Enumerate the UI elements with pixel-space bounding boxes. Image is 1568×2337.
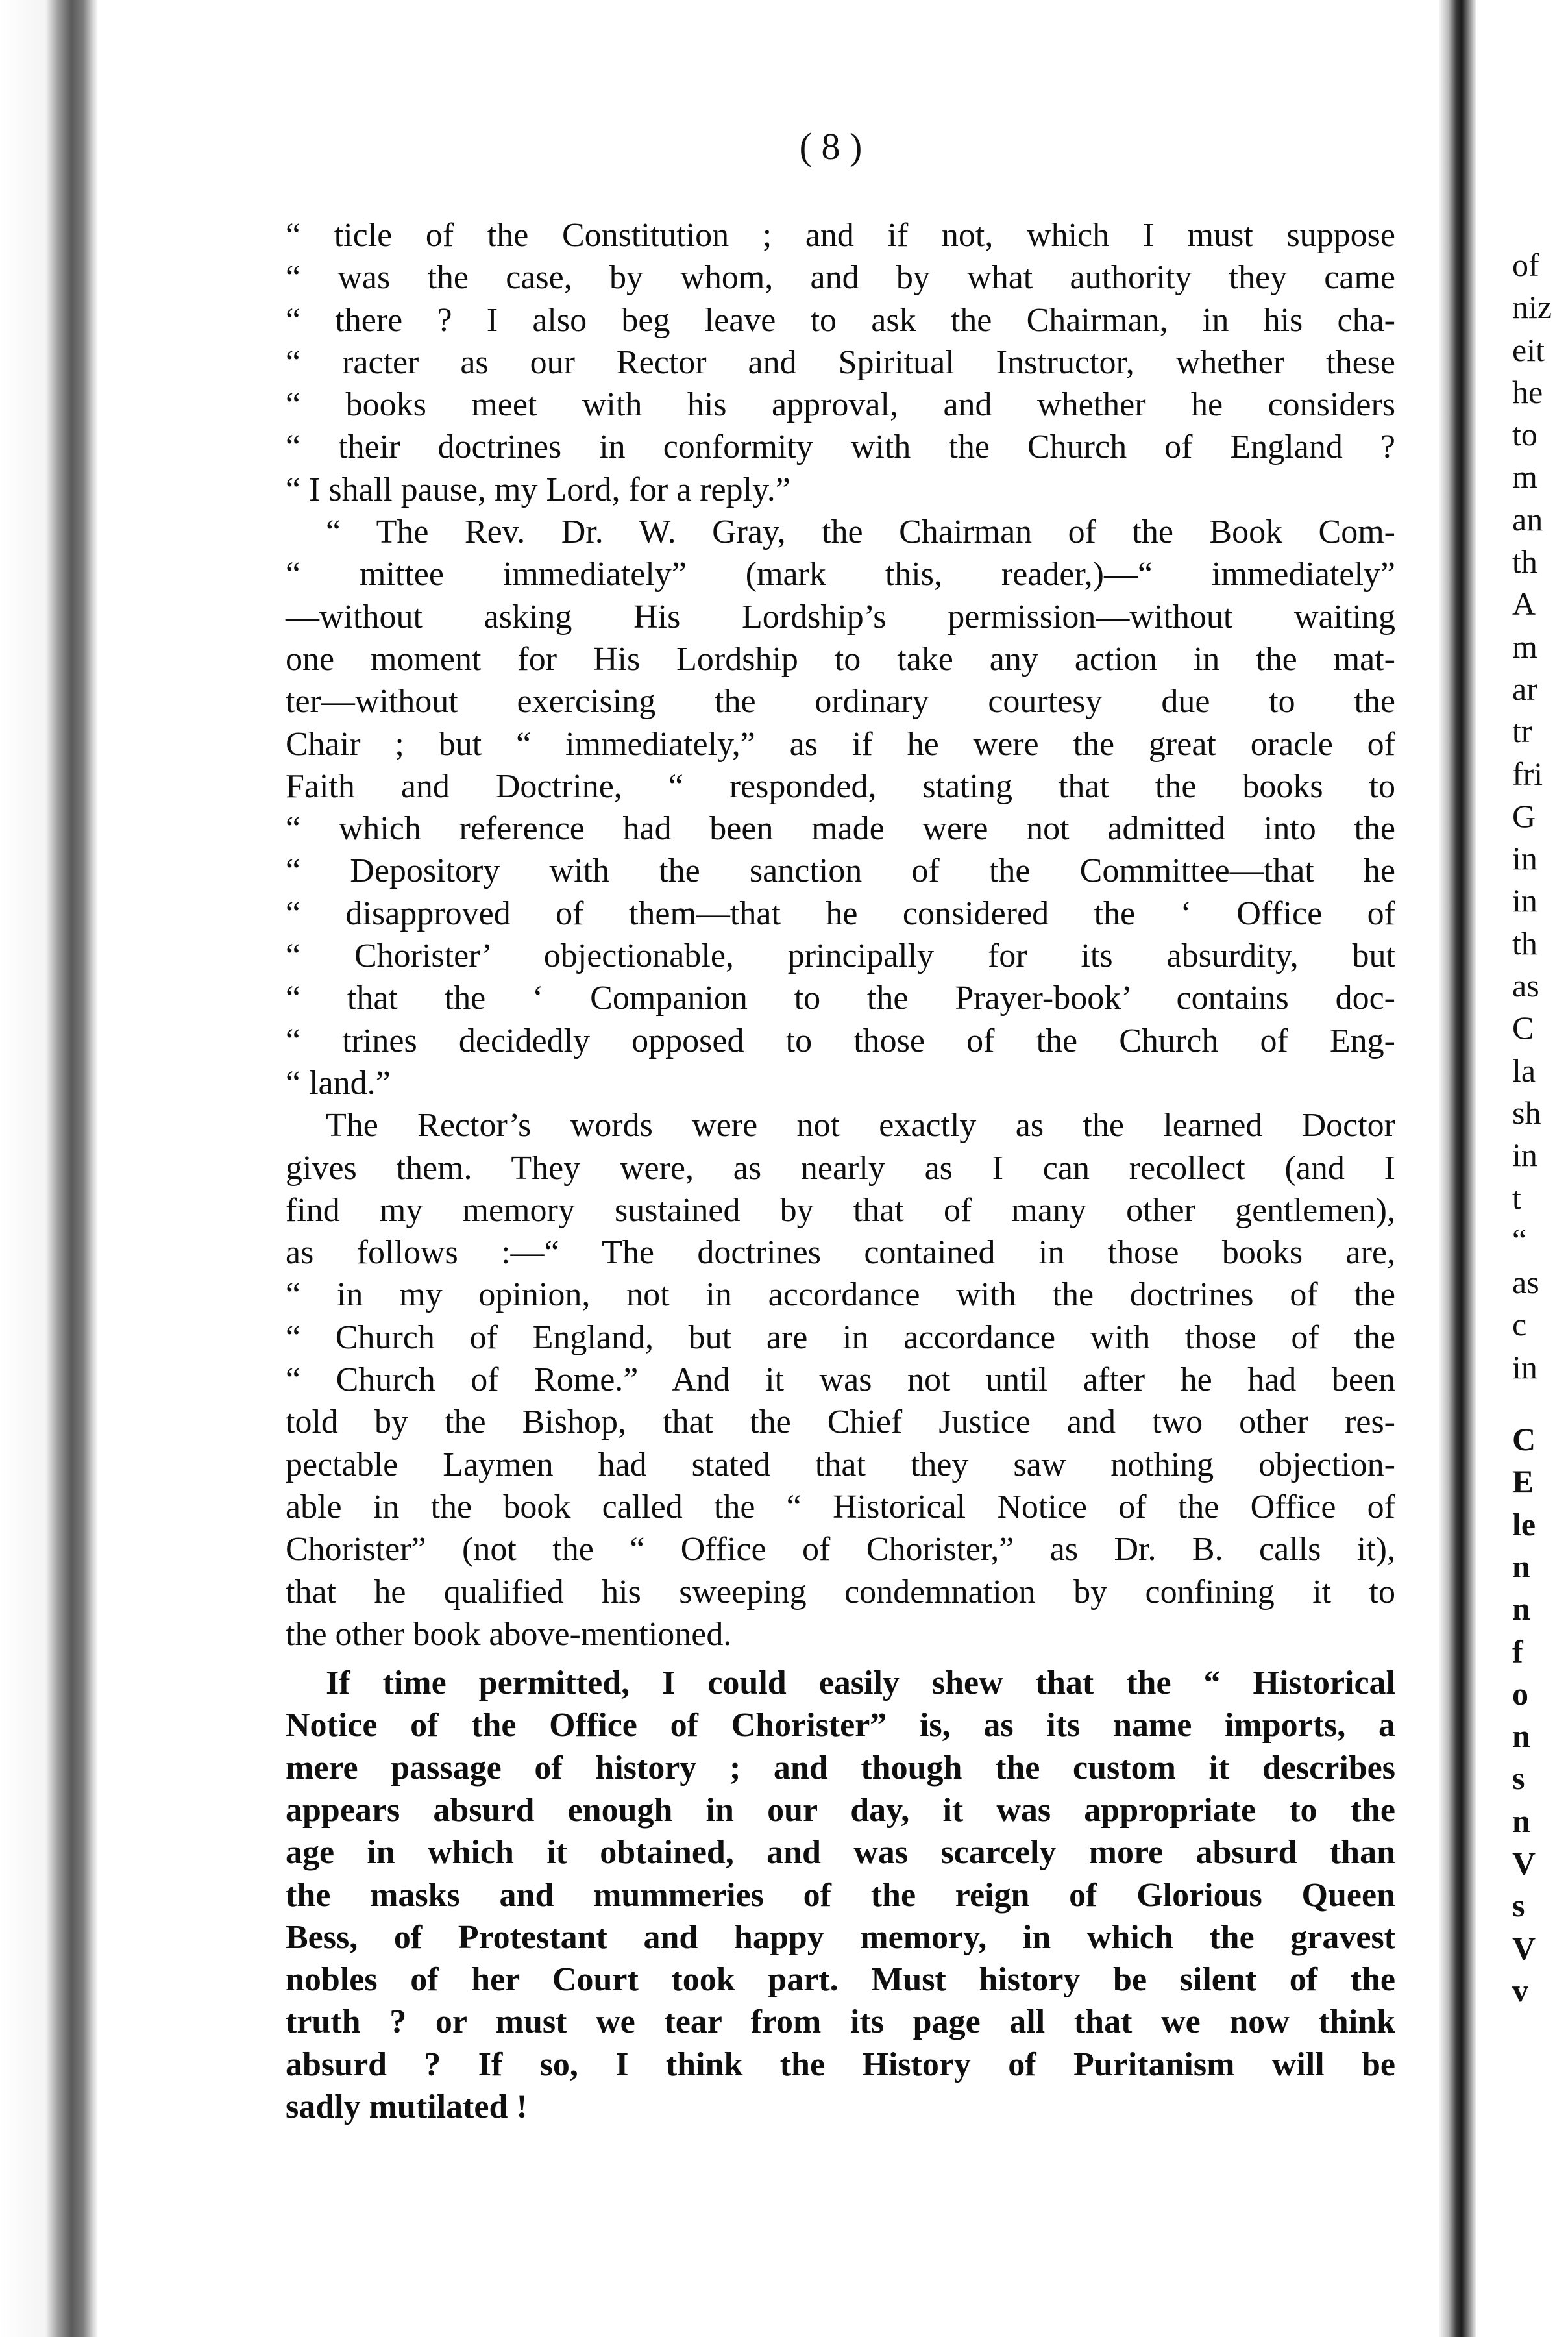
text-line: “ their doctrines in conformity with the Church of England ? [286, 428, 1395, 466]
text-line: the masks and mummeries of the reign of Glorious Queen [286, 1876, 1395, 1914]
text-line: “ The Rev. Dr. W. Gray, the Chairman of the Book Com- [326, 513, 1395, 551]
facing-fragment: G [1512, 797, 1536, 834]
text-line: “ books meet with his approval, and whether he considers [286, 386, 1395, 424]
text-line: appears absurd enough in our day, it was appropriate to the [286, 1791, 1395, 1829]
text-line: mere passage of history ; and though the custom it describes [286, 1749, 1395, 1787]
text-line: Faith and Doctrine, “ responded, stating that the books to [286, 767, 1395, 805]
text-line: “ trines decidedly opposed to those of the Church of Eng- [286, 1022, 1395, 1059]
facing-fragment: sh [1512, 1094, 1541, 1131]
text-line: “ Church of Rome.” And it was not until after he had been [286, 1361, 1395, 1399]
facing-fragment: in [1512, 882, 1537, 919]
facing-fragment: as [1512, 1264, 1539, 1301]
text-line: “ Church of England, but are in accordance with those of the [286, 1318, 1395, 1356]
text-line: “ was the case, by whom, and by what authority they came [286, 259, 1395, 297]
facing-fragment: ar [1512, 670, 1537, 707]
paragraph-2 [286, 511, 1395, 1104]
facing-fragment: C [1512, 1421, 1536, 1458]
facing-fragment: A [1512, 586, 1536, 623]
text-line: truth ? or must we tear from its page all that we now think [286, 2003, 1395, 2041]
text-line: told by the Bishop, that the Chief Justice and two other res- [286, 1403, 1395, 1441]
facing-fragment: “ [1512, 1221, 1527, 1258]
text-line: “ mittee immediately” (mark this, reader,)—“ immediately” [286, 556, 1395, 593]
paragraph-4 [286, 1662, 1395, 2128]
text-line: Chorister” (not the “ Office of Chorister,” as Dr. B. calls it), [286, 1531, 1395, 1568]
facing-fragment: le [1512, 1505, 1536, 1542]
facing-fragment: to [1512, 416, 1537, 453]
text-line: The Rector’s words were not exactly as the learned Doctor [326, 1107, 1395, 1144]
text-line: as follows :—“ The doctrines contained in those books are, [286, 1234, 1395, 1272]
text-line: Chair ; but “ immediately,” as if he were the great oracle of [286, 725, 1395, 763]
text-line: age in which it obtained, and was scarcely more absurd than [286, 1834, 1395, 1872]
facing-fragment: of [1512, 247, 1539, 283]
page-body [286, 214, 1395, 2128]
text-line: ter—without exercising the ordinary courtesy due to the [286, 683, 1395, 721]
text-line: nobles of her Court took part. Must history be silent of the [286, 1961, 1395, 1999]
text-line: “ Chorister’ objectionable, principally for its absurdity, but [286, 937, 1395, 975]
facing-fragment: in [1512, 1348, 1537, 1385]
text-line: “ disapproved of them—that he considered the ‘ Office of [286, 895, 1395, 932]
facing-fragment: eit [1512, 331, 1545, 368]
facing-fragment: n [1512, 1548, 1530, 1585]
page-number: ( 8 ) [799, 125, 863, 167]
text-line: Notice of the Office of Chorister” is, as its name imports, a [286, 1707, 1395, 1744]
text-line: the other book above-mentioned. [286, 1615, 732, 1653]
paragraph-1 [286, 214, 1395, 511]
text-line: “ there ? I also beg leave to ask the Chairman, in his cha- [286, 301, 1395, 339]
text-line: “ that the ‘ Companion to the Prayer-book’ contains doc- [286, 980, 1395, 1017]
text-line: “ in my opinion, not in accordance with the doctrines of the [286, 1276, 1395, 1314]
text-line: one moment for His Lordship to take any action in the mat- [286, 640, 1395, 678]
text-line: “ land.” [286, 1064, 391, 1102]
text-line: —without asking His Lordship’s permission—without waiting [286, 598, 1395, 636]
facing-fragment: tr [1512, 713, 1532, 750]
facing-fragment: m [1512, 458, 1537, 495]
facing-fragment: C [1512, 1009, 1534, 1046]
text-line: “ Depository with the sanction of the Committee—that he [286, 852, 1395, 890]
text-line: find my memory sustained by that of many other gentlemen), [286, 1191, 1395, 1229]
text-line: gives them. They were, as nearly as I can recollect (and I [286, 1149, 1395, 1187]
facing-fragment: n [1512, 1802, 1530, 1839]
facing-fragment: V [1512, 1844, 1536, 1881]
facing-fragment: E [1512, 1463, 1534, 1500]
facing-fragment: n [1512, 1718, 1530, 1755]
text-line: pectable Laymen had stated that they saw nothing objection- [286, 1446, 1395, 1483]
facing-fragment: la [1512, 1052, 1536, 1089]
facing-fragment: o [1512, 1675, 1528, 1712]
text-line: able in the book called the “ Historical Notice of the Office of [286, 1488, 1395, 1526]
facing-fragment: c [1512, 1306, 1527, 1343]
text-line: “ I shall pause, my Lord, for a reply.” [286, 471, 790, 508]
facing-page-text [1512, 244, 1552, 2012]
facing-fragment: niz [1512, 289, 1552, 326]
facing-fragment: fri [1512, 755, 1543, 792]
facing-fragment: th [1512, 543, 1537, 580]
facing-fragment: s [1512, 1887, 1525, 1924]
facing-fragment: he [1512, 373, 1543, 410]
left-page-edge [0, 0, 97, 2337]
facing-fragment: v [1512, 1972, 1528, 2009]
text-line: “ racter as our Rector and Spiritual Instructor, whether these [286, 343, 1395, 381]
text-line: Bess, of Protestant and happy memory, in which the gravest [286, 1918, 1395, 1956]
facing-fragment: th [1512, 924, 1537, 961]
facing-fragment: n [1512, 1590, 1530, 1627]
facing-fragment: m [1512, 628, 1537, 665]
text-line: “ which reference had been made were not admitted into the [286, 810, 1395, 848]
facing-fragment: s [1512, 1760, 1525, 1797]
text-line: absurd ? If so, I think the History of Puritanism will be [286, 2046, 1395, 2083]
facing-fragment: t [1512, 1179, 1521, 1216]
book-gutter [1439, 0, 1476, 2337]
paragraph-3 [286, 1104, 1395, 1655]
facing-fragment: as [1512, 967, 1539, 1004]
facing-fragment: in [1512, 840, 1537, 877]
facing-fragment: V [1512, 1929, 1536, 1966]
text-line: If time permitted, I could easily shew that the “ Historical [326, 1664, 1395, 1702]
facing-fragment: in [1512, 1137, 1537, 1174]
text-line: that he qualified his sweeping condemnation by confining it to [286, 1573, 1395, 1611]
facing-fragment: an [1512, 501, 1543, 538]
text-line: “ ticle of the Constitution ; and if not, which I must suppose [286, 217, 1395, 254]
text-line: sadly mutilated ! [286, 2088, 528, 2126]
facing-fragment: f [1512, 1633, 1523, 1670]
